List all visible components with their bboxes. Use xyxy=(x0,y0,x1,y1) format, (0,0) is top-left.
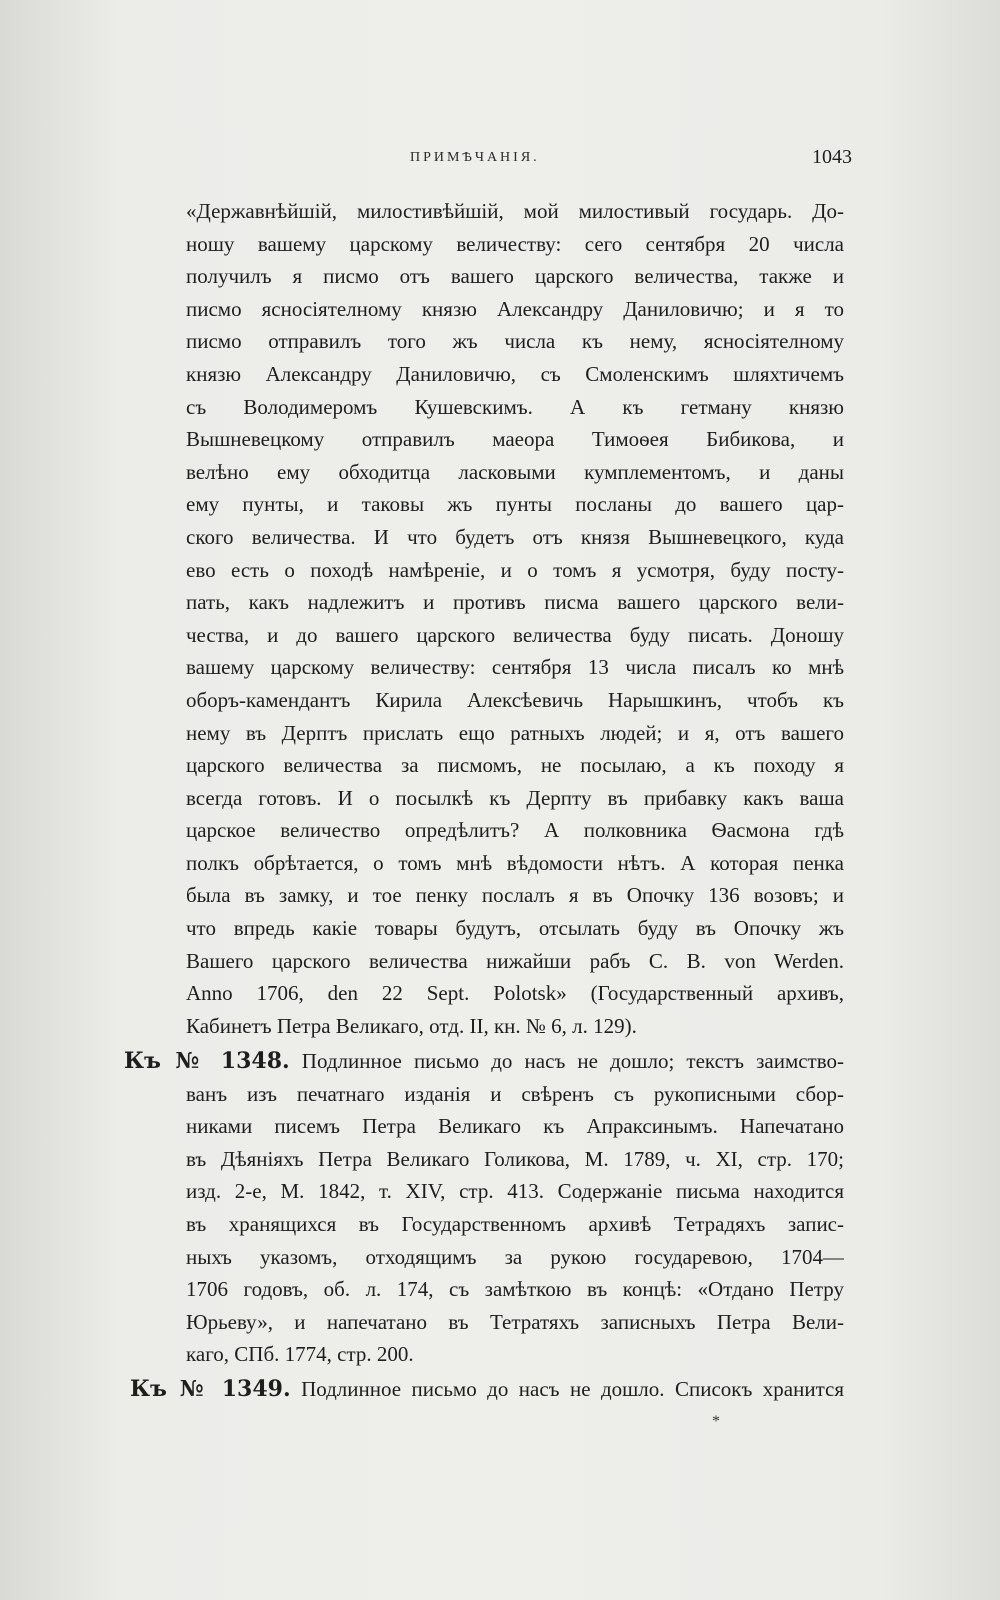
text-line: «Державнѣйшій, милостивѣйшій, мой милостивый государь. До- xyxy=(186,199,844,223)
note-1349 xyxy=(130,1373,844,1406)
note-first-line xyxy=(124,1045,844,1078)
text-line: ношу вашему царскому величеству: сего сентября 20 числа xyxy=(186,231,844,256)
signature-mark: * xyxy=(712,1413,720,1430)
text-line: царского величества за писмомъ, не посылаю, а къ походу я xyxy=(186,753,844,778)
text-line: Юрьеву», и напечатано въ Тетратяхъ записныхъ Петра Вели- xyxy=(186,1309,844,1334)
text-line: полкъ обрѣтается, о томъ мнѣ вѣдомости нѣтъ. А которая пенка xyxy=(186,850,844,875)
note-first-line xyxy=(130,1373,844,1406)
text-line: чества, и до вашего царского величества буду писать. Доношу xyxy=(186,622,844,647)
text-line: князю Александру Даниловичю, съ Смоленскимъ шляхтичемъ xyxy=(186,361,844,386)
text-line: ему пунты, и таковы жъ пунты посланы до вашего цар- xyxy=(186,492,844,517)
note-1348 xyxy=(124,1045,844,1371)
page-number: 1043 xyxy=(812,146,852,168)
text-line: нему въ Дерптъ прислать ещо ратныхъ людей; и я, отъ вашего xyxy=(186,720,844,745)
running-head: ПРИМѢЧАНІЯ. xyxy=(410,150,540,165)
text-line: Кабинетъ Петра Великаго, отд. II, кн. № 6, л. 129). xyxy=(186,1013,637,1038)
note-text: Подлинное письмо до насъ не дошло; текстъ заимство- xyxy=(301,1049,844,1073)
text-line: Вышневецкому отправилъ маеора Тимоѳея Бибикова, и xyxy=(186,427,844,452)
text-line: получилъ я писмо отъ вашего царского величества, также и xyxy=(186,264,844,289)
note-label: Къ № 1349. xyxy=(130,1376,291,1402)
text-line: писмо отправилъ того жъ числа къ нему, ясносіятелному xyxy=(186,329,844,354)
text-line: пать, какъ надлежитъ и противъ писма вашего царского вели- xyxy=(186,590,844,615)
text-line: оборъ-камендантъ Кирила Алексѣевичь Нарышкинъ, чтобъ къ xyxy=(186,687,844,712)
text-line: царское величество опредѣлитъ? А полковника Ѳасмона гдѣ xyxy=(186,818,844,843)
text-line: никами писемъ Петра Великаго къ Апраксинымъ. Напечатано xyxy=(186,1114,844,1139)
text-line: 1706 годовъ, об. л. 174, съ замѣткою въ концѣ: «Отдано Петру xyxy=(186,1277,844,1302)
text-line: каго, СПб. 1774, стр. 200. xyxy=(186,1342,414,1367)
text-line: писмо ясносіятелному князю Александру Даниловичю; и я то xyxy=(186,296,844,321)
text-line: ванъ изъ печатнаго изданія и свѣренъ съ рукописными сбор- xyxy=(186,1081,844,1106)
text-line: изд. 2-е, М. 1842, т. XIV, стр. 413. Содержаніе письма находится xyxy=(186,1179,844,1204)
text-line: ево есть о походѣ намѣреніе, и о томъ я усмотря, буду посту- xyxy=(186,557,844,582)
text-line: Anno 1706, den 22 Sept. Polotsk» (Государственный архивъ, xyxy=(186,981,844,1006)
text-line: въ хранящихся въ Государственномъ архивѣ Тетрадяхъ запис- xyxy=(186,1211,844,1236)
text-line: вашему царскому величеству: сентября 13 числа писалъ ко мнѣ xyxy=(186,655,844,680)
text-line: ныхъ указомъ, отходящимъ за рукою государевою, 1704— xyxy=(186,1244,844,1269)
text-line: въ Дѣяніяхъ Петра Великаго Голикова, М. 1789, ч. XI, стр. 170; xyxy=(186,1146,844,1171)
letter-text xyxy=(186,195,844,1042)
text-line: что впредь какіе товары будутъ, отсылать буду въ Опочку жъ xyxy=(186,916,844,941)
text-line: ского величества. И что будетъ отъ князя Вышневецкого, куда xyxy=(186,524,844,549)
note-label: Къ № 1348. xyxy=(124,1048,290,1074)
note-continuation xyxy=(186,1078,844,1371)
text-line: велѣно ему обходитца ласковыми кумплементомъ, и даны xyxy=(186,459,844,484)
text-line: всегда готовъ. И о посылкѣ къ Дерпту въ прибавку какъ ваша xyxy=(186,785,844,810)
text-line: съ Володимеромъ Кушевскимъ. А къ гетману князю xyxy=(186,394,844,419)
note-text: Подлинное письмо до насъ не дошло. Списокъ хранится xyxy=(301,1377,844,1401)
text-line: была въ замку, и тое пенку послалъ я въ Опочку 136 возовъ; и xyxy=(186,883,844,908)
text-line: Вашего царского величества нижайши рабъ С. В. von Werden. xyxy=(186,948,844,973)
